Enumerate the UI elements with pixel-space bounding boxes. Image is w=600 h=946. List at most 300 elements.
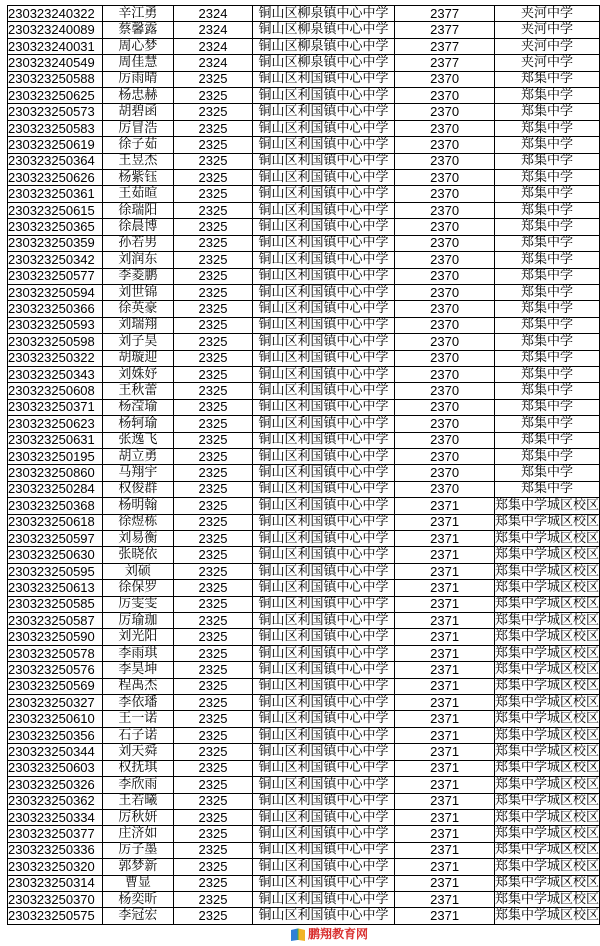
admission-code-cell: 2377 bbox=[395, 55, 495, 71]
admission-code-cell: 2370 bbox=[395, 383, 495, 399]
school-code-cell: 2325 bbox=[174, 202, 253, 218]
admitted-school-cell: 郑集中学 bbox=[494, 399, 599, 415]
school-code-cell: 2325 bbox=[174, 727, 253, 743]
student-name-cell: 孙若男 bbox=[102, 235, 174, 251]
admitted-school-cell: 郑集中学 bbox=[494, 350, 599, 366]
admission-code-cell: 2371 bbox=[395, 629, 495, 645]
exam-id-cell: 230323250573 bbox=[8, 104, 103, 120]
exam-id-cell: 230323250626 bbox=[8, 170, 103, 186]
school-code-cell: 2325 bbox=[174, 826, 253, 842]
school-code-cell: 2325 bbox=[174, 711, 253, 727]
student-name-cell: 张逸飞 bbox=[102, 432, 174, 448]
admitted-school-cell: 郑集中学 bbox=[494, 186, 599, 202]
school-code-cell: 2325 bbox=[174, 219, 253, 235]
admitted-school-cell: 郑集中学城区校区 bbox=[494, 579, 599, 595]
exam-id-cell: 230323250595 bbox=[8, 563, 103, 579]
school-code-cell: 2325 bbox=[174, 153, 253, 169]
student-name-cell: 权俊群 bbox=[102, 481, 174, 497]
admission-code-cell: 2370 bbox=[395, 481, 495, 497]
student-name-cell: 李欣雨 bbox=[102, 777, 174, 793]
school-name-cell: 铜山区利国镇中心中学 bbox=[252, 416, 394, 432]
school-code-cell: 2325 bbox=[174, 547, 253, 563]
exam-id-cell: 230323250334 bbox=[8, 809, 103, 825]
student-name-cell: 徐英豪 bbox=[102, 301, 174, 317]
school-name-cell: 铜山区柳泉镇中心中学 bbox=[252, 55, 394, 71]
student-name-cell: 杨轲瑜 bbox=[102, 416, 174, 432]
admission-code-cell: 2370 bbox=[395, 334, 495, 350]
table-row bbox=[8, 760, 600, 776]
school-name-cell: 铜山区利国镇中心中学 bbox=[252, 629, 394, 645]
admitted-school-cell: 郑集中学 bbox=[494, 219, 599, 235]
student-name-cell: 李菱鹏 bbox=[102, 268, 174, 284]
school-code-cell: 2325 bbox=[174, 531, 253, 547]
admitted-school-cell: 郑集中学城区校区 bbox=[494, 809, 599, 825]
table-row bbox=[8, 580, 600, 596]
table-row bbox=[8, 137, 600, 153]
table-row bbox=[8, 6, 600, 22]
table-row bbox=[8, 465, 600, 481]
table-row bbox=[8, 284, 600, 300]
table-row bbox=[8, 908, 600, 924]
admission-code-cell: 2371 bbox=[395, 826, 495, 842]
school-name-cell: 铜山区利国镇中心中学 bbox=[252, 284, 394, 300]
school-name-cell: 铜山区利国镇中心中学 bbox=[252, 875, 394, 891]
admission-code-cell: 2371 bbox=[395, 498, 495, 514]
school-code-cell: 2325 bbox=[174, 760, 253, 776]
admitted-school-cell: 郑集中学城区校区 bbox=[494, 629, 599, 645]
student-name-cell: 李雨琪 bbox=[102, 645, 174, 661]
table-row bbox=[8, 744, 600, 760]
admitted-school-cell: 郑集中学 bbox=[494, 120, 599, 136]
school-code-cell: 2325 bbox=[174, 629, 253, 645]
table-row bbox=[8, 219, 600, 235]
table-row bbox=[8, 514, 600, 530]
school-name-cell: 铜山区利国镇中心中学 bbox=[252, 711, 394, 727]
table-row bbox=[8, 613, 600, 629]
student-name-cell: 王一诺 bbox=[102, 711, 174, 727]
exam-id-cell: 230323250336 bbox=[8, 842, 103, 858]
table-row bbox=[8, 202, 600, 218]
admitted-school-cell: 郑集中学 bbox=[494, 137, 599, 153]
admission-code-cell: 2371 bbox=[395, 809, 495, 825]
admitted-school-cell: 郑集中学 bbox=[494, 465, 599, 481]
school-name-cell: 铜山区利国镇中心中学 bbox=[252, 334, 394, 350]
exam-id-cell: 230323250575 bbox=[8, 908, 103, 924]
student-name-cell: 厉瑜珈 bbox=[102, 613, 174, 629]
admission-code-cell: 2371 bbox=[395, 596, 495, 612]
table-row bbox=[8, 383, 600, 399]
school-code-cell: 2325 bbox=[174, 793, 253, 809]
school-code-cell: 2325 bbox=[174, 891, 253, 907]
exam-id-cell: 230323250327 bbox=[8, 695, 103, 711]
school-name-cell: 铜山区利国镇中心中学 bbox=[252, 268, 394, 284]
table-row bbox=[8, 153, 600, 169]
school-code-cell: 2325 bbox=[174, 366, 253, 382]
table-row bbox=[8, 629, 600, 645]
exam-id-cell: 230323250365 bbox=[8, 219, 103, 235]
student-name-cell: 刘硕 bbox=[102, 563, 174, 579]
admitted-school-cell: 郑集中学城区校区 bbox=[494, 645, 599, 661]
school-code-cell: 2325 bbox=[174, 120, 253, 136]
exam-id-cell: 230323240322 bbox=[8, 6, 103, 22]
admission-code-cell: 2371 bbox=[395, 645, 495, 661]
school-name-cell: 铜山区利国镇中心中学 bbox=[252, 498, 394, 514]
student-name-cell: 刘光阳 bbox=[102, 629, 174, 645]
admission-code-cell: 2370 bbox=[395, 284, 495, 300]
student-name-cell: 厉雯雯 bbox=[102, 596, 174, 612]
admission-code-cell: 2371 bbox=[395, 711, 495, 727]
admission-code-cell: 2370 bbox=[395, 170, 495, 186]
student-name-cell: 杨紫钰 bbox=[102, 170, 174, 186]
admitted-school-cell: 郑集中学城区校区 bbox=[494, 908, 599, 924]
exam-id-cell: 230323250343 bbox=[8, 366, 103, 382]
admission-code-cell: 2370 bbox=[395, 137, 495, 153]
admission-code-cell: 2371 bbox=[395, 777, 495, 793]
school-name-cell: 铜山区利国镇中心中学 bbox=[252, 563, 394, 579]
admitted-school-cell: 夹河中学 bbox=[494, 22, 599, 38]
admission-code-cell: 2371 bbox=[395, 727, 495, 743]
admitted-school-cell: 郑集中学城区校区 bbox=[494, 711, 599, 727]
exam-id-cell: 230323250618 bbox=[8, 514, 103, 530]
school-name-cell: 铜山区利国镇中心中学 bbox=[252, 252, 394, 268]
school-name-cell: 铜山区利国镇中心中学 bbox=[252, 531, 394, 547]
admitted-school-cell: 郑集中学城区校区 bbox=[494, 530, 599, 546]
school-name-cell: 铜山区利国镇中心中学 bbox=[252, 88, 394, 104]
table-row bbox=[8, 678, 600, 694]
exam-id-cell: 230323250366 bbox=[8, 301, 103, 317]
admission-code-cell: 2370 bbox=[395, 252, 495, 268]
admitted-school-cell: 郑集中学 bbox=[494, 170, 599, 186]
student-name-cell: 厉冒浩 bbox=[102, 120, 174, 136]
admission-table bbox=[7, 5, 600, 925]
exam-id-cell: 230323250610 bbox=[8, 711, 103, 727]
school-code-cell: 2325 bbox=[174, 908, 253, 924]
school-code-cell: 2325 bbox=[174, 104, 253, 120]
school-name-cell: 铜山区利国镇中心中学 bbox=[252, 301, 394, 317]
exam-id-cell: 230323250314 bbox=[8, 875, 103, 891]
admission-code-cell: 2370 bbox=[395, 350, 495, 366]
student-name-cell: 张晓依 bbox=[102, 547, 174, 563]
student-name-cell: 刘姝妤 bbox=[102, 366, 174, 382]
exam-id-cell: 230323250860 bbox=[8, 465, 103, 481]
admission-code-cell: 2370 bbox=[395, 120, 495, 136]
exam-id-cell: 230323250320 bbox=[8, 859, 103, 875]
school-name-cell: 铜山区利国镇中心中学 bbox=[252, 777, 394, 793]
table-row bbox=[8, 268, 600, 284]
table-row bbox=[8, 711, 600, 727]
student-name-cell: 权抚琪 bbox=[102, 760, 174, 776]
school-code-cell: 2325 bbox=[174, 350, 253, 366]
student-name-cell: 蔡馨露 bbox=[102, 22, 174, 38]
admission-code-cell: 2371 bbox=[395, 678, 495, 694]
school-name-cell: 铜山区柳泉镇中心中学 bbox=[252, 6, 394, 22]
table-row bbox=[8, 317, 600, 333]
school-code-cell: 2325 bbox=[174, 645, 253, 661]
admitted-school-cell: 郑集中学城区校区 bbox=[494, 694, 599, 710]
exam-id-cell: 230323250322 bbox=[8, 350, 103, 366]
student-name-cell: 庄济如 bbox=[102, 826, 174, 842]
table-row bbox=[8, 301, 600, 317]
school-code-cell: 2325 bbox=[174, 416, 253, 432]
school-name-cell: 铜山区柳泉镇中心中学 bbox=[252, 22, 394, 38]
school-code-cell: 2325 bbox=[174, 744, 253, 760]
admitted-school-cell: 郑集中学 bbox=[494, 448, 599, 464]
admission-code-cell: 2370 bbox=[395, 71, 495, 87]
exam-id-cell: 230323250630 bbox=[8, 547, 103, 563]
student-name-cell: 辛江勇 bbox=[102, 6, 174, 22]
admission-code-cell: 2370 bbox=[395, 465, 495, 481]
school-name-cell: 铜山区利国镇中心中学 bbox=[252, 678, 394, 694]
school-code-cell: 2325 bbox=[174, 777, 253, 793]
exam-id-cell: 230323250590 bbox=[8, 629, 103, 645]
table-row bbox=[8, 695, 600, 711]
school-code-cell: 2325 bbox=[174, 383, 253, 399]
school-code-cell: 2325 bbox=[174, 465, 253, 481]
exam-id-cell: 230323250588 bbox=[8, 71, 103, 87]
exam-id-cell: 230323250613 bbox=[8, 580, 103, 596]
school-code-cell: 2325 bbox=[174, 432, 253, 448]
admission-code-cell: 2370 bbox=[395, 317, 495, 333]
table-row bbox=[8, 481, 600, 497]
table-row bbox=[8, 826, 600, 842]
admission-code-cell: 2371 bbox=[395, 891, 495, 907]
exam-id-cell: 230323250359 bbox=[8, 235, 103, 251]
school-code-cell: 2325 bbox=[174, 448, 253, 464]
admission-table-body bbox=[8, 6, 600, 925]
student-name-cell: 胡碧函 bbox=[102, 104, 174, 120]
school-name-cell: 铜山区利国镇中心中学 bbox=[252, 71, 394, 87]
table-row bbox=[8, 71, 600, 87]
admission-code-cell: 2371 bbox=[395, 908, 495, 924]
student-name-cell: 郭梦新 bbox=[102, 859, 174, 875]
school-name-cell: 铜山区利国镇中心中学 bbox=[252, 645, 394, 661]
exam-id-cell: 230323240031 bbox=[8, 38, 103, 54]
admitted-school-cell: 郑集中学城区校区 bbox=[494, 596, 599, 612]
exam-id-cell: 230323250585 bbox=[8, 596, 103, 612]
admission-code-cell: 2371 bbox=[395, 859, 495, 875]
school-name-cell: 铜山区利国镇中心中学 bbox=[252, 399, 394, 415]
school-name-cell: 铜山区利国镇中心中学 bbox=[252, 580, 394, 596]
student-name-cell: 杨奕昕 bbox=[102, 891, 174, 907]
exam-id-cell: 230323250364 bbox=[8, 153, 103, 169]
admitted-school-cell: 郑集中学 bbox=[494, 235, 599, 251]
exam-id-cell: 230323250615 bbox=[8, 202, 103, 218]
school-code-cell: 2325 bbox=[174, 875, 253, 891]
admitted-school-cell: 郑集中学城区校区 bbox=[494, 547, 599, 563]
exam-id-cell: 230323250577 bbox=[8, 268, 103, 284]
school-name-cell: 铜山区利国镇中心中学 bbox=[252, 383, 394, 399]
school-code-cell: 2325 bbox=[174, 842, 253, 858]
school-name-cell: 铜山区利国镇中心中学 bbox=[252, 202, 394, 218]
table-row bbox=[8, 448, 600, 464]
admission-code-cell: 2371 bbox=[395, 760, 495, 776]
student-name-cell: 马翔宇 bbox=[102, 465, 174, 481]
admitted-school-cell: 郑集中学 bbox=[494, 268, 599, 284]
school-name-cell: 铜山区利国镇中心中学 bbox=[252, 350, 394, 366]
school-code-cell: 2325 bbox=[174, 596, 253, 612]
student-name-cell: 杨滢瑜 bbox=[102, 399, 174, 415]
table-row bbox=[8, 416, 600, 432]
student-name-cell: 刘世锦 bbox=[102, 284, 174, 300]
table-row bbox=[8, 235, 600, 251]
admission-code-cell: 2370 bbox=[395, 448, 495, 464]
student-name-cell: 周佳慧 bbox=[102, 55, 174, 71]
admission-code-cell: 2371 bbox=[395, 875, 495, 891]
admitted-school-cell: 郑集中学城区校区 bbox=[494, 891, 599, 907]
table-row bbox=[8, 38, 600, 54]
site-watermark bbox=[288, 925, 370, 942]
school-code-cell: 2325 bbox=[174, 137, 253, 153]
school-code-cell: 2325 bbox=[174, 695, 253, 711]
school-name-cell: 铜山区利国镇中心中学 bbox=[252, 317, 394, 333]
admitted-school-cell: 郑集中学城区校区 bbox=[494, 678, 599, 694]
exam-id-cell: 230323250368 bbox=[8, 498, 103, 514]
admitted-school-cell: 夹河中学 bbox=[494, 55, 599, 71]
exam-id-cell: 230323250342 bbox=[8, 252, 103, 268]
table-row bbox=[8, 170, 600, 186]
admitted-school-cell: 郑集中学城区校区 bbox=[494, 563, 599, 579]
school-name-cell: 铜山区利国镇中心中学 bbox=[252, 366, 394, 382]
admitted-school-cell: 郑集中学城区校区 bbox=[494, 760, 599, 776]
table-row bbox=[8, 793, 600, 809]
admission-code-cell: 2370 bbox=[395, 432, 495, 448]
school-code-cell: 2324 bbox=[174, 6, 253, 22]
school-name-cell: 铜山区利国镇中心中学 bbox=[252, 120, 394, 136]
admitted-school-cell: 郑集中学 bbox=[494, 432, 599, 448]
table-row bbox=[8, 727, 600, 743]
table-row bbox=[8, 186, 600, 202]
exam-id-cell: 230323250625 bbox=[8, 88, 103, 104]
admitted-school-cell: 郑集中学 bbox=[494, 153, 599, 169]
table-row bbox=[8, 842, 600, 858]
school-name-cell: 铜山区利国镇中心中学 bbox=[252, 891, 394, 907]
school-name-cell: 铜山区利国镇中心中学 bbox=[252, 481, 394, 497]
admitted-school-cell: 郑集中学城区校区 bbox=[494, 612, 599, 628]
school-name-cell: 铜山区利国镇中心中学 bbox=[252, 137, 394, 153]
school-name-cell: 铜山区利国镇中心中学 bbox=[252, 432, 394, 448]
school-code-cell: 2325 bbox=[174, 662, 253, 678]
student-name-cell: 胡立勇 bbox=[102, 448, 174, 464]
student-name-cell: 石子诺 bbox=[102, 727, 174, 743]
admission-code-cell: 2370 bbox=[395, 301, 495, 317]
school-code-cell: 2325 bbox=[174, 580, 253, 596]
admitted-school-cell: 郑集中学 bbox=[494, 71, 599, 87]
student-name-cell: 徐晨博 bbox=[102, 219, 174, 235]
student-name-cell: 刘易衡 bbox=[102, 531, 174, 547]
student-name-cell: 王若曦 bbox=[102, 793, 174, 809]
student-name-cell: 李依璠 bbox=[102, 695, 174, 711]
school-name-cell: 铜山区利国镇中心中学 bbox=[252, 662, 394, 678]
admission-code-cell: 2371 bbox=[395, 563, 495, 579]
admission-code-cell: 2370 bbox=[395, 202, 495, 218]
admitted-school-cell: 郑集中学 bbox=[494, 334, 599, 350]
school-name-cell: 铜山区利国镇中心中学 bbox=[252, 695, 394, 711]
student-name-cell: 刘子昊 bbox=[102, 334, 174, 350]
admission-code-cell: 2371 bbox=[395, 662, 495, 678]
exam-id-cell: 230323250583 bbox=[8, 120, 103, 136]
exam-id-cell: 230323240089 bbox=[8, 22, 103, 38]
admitted-school-cell: 郑集中学城区校区 bbox=[494, 875, 599, 891]
table-row bbox=[8, 891, 600, 907]
table-row bbox=[8, 596, 600, 612]
admitted-school-cell: 郑集中学 bbox=[494, 366, 599, 382]
student-name-cell: 曹显 bbox=[102, 875, 174, 891]
admission-code-cell: 2371 bbox=[395, 793, 495, 809]
exam-id-cell: 230323250608 bbox=[8, 383, 103, 399]
admission-code-cell: 2370 bbox=[395, 153, 495, 169]
admission-code-cell: 2370 bbox=[395, 268, 495, 284]
exam-id-cell: 230323250594 bbox=[8, 284, 103, 300]
school-name-cell: 铜山区利国镇中心中学 bbox=[252, 104, 394, 120]
table-row bbox=[8, 432, 600, 448]
school-code-cell: 2324 bbox=[174, 38, 253, 54]
admission-code-cell: 2371 bbox=[395, 613, 495, 629]
book-logo-icon bbox=[290, 926, 306, 942]
school-name-cell: 铜山区利国镇中心中学 bbox=[252, 908, 394, 924]
admitted-school-cell: 郑集中学 bbox=[494, 252, 599, 268]
school-code-cell: 2325 bbox=[174, 268, 253, 284]
school-code-cell: 2324 bbox=[174, 22, 253, 38]
table-row bbox=[8, 547, 600, 563]
exam-id-cell: 230323250631 bbox=[8, 432, 103, 448]
table-row bbox=[8, 350, 600, 366]
admitted-school-cell: 夹河中学 bbox=[494, 6, 599, 22]
admission-code-cell: 2370 bbox=[395, 88, 495, 104]
school-code-cell: 2325 bbox=[174, 186, 253, 202]
admitted-school-cell: 郑集中学 bbox=[494, 284, 599, 300]
school-name-cell: 铜山区利国镇中心中学 bbox=[252, 793, 394, 809]
admission-code-cell: 2371 bbox=[395, 580, 495, 596]
school-code-cell: 2325 bbox=[174, 317, 253, 333]
exam-id-cell: 230323250362 bbox=[8, 793, 103, 809]
exam-id-cell: 230323250377 bbox=[8, 826, 103, 842]
table-row bbox=[8, 399, 600, 415]
school-code-cell: 2325 bbox=[174, 170, 253, 186]
admission-code-cell: 2370 bbox=[395, 366, 495, 382]
school-name-cell: 铜山区利国镇中心中学 bbox=[252, 186, 394, 202]
admission-code-cell: 2370 bbox=[395, 399, 495, 415]
student-name-cell: 王茹暄 bbox=[102, 186, 174, 202]
table-row bbox=[8, 777, 600, 793]
table-row bbox=[8, 662, 600, 678]
exam-id-cell: 230323250356 bbox=[8, 727, 103, 743]
student-name-cell: 徐煜栋 bbox=[102, 514, 174, 530]
student-name-cell: 李昊坤 bbox=[102, 662, 174, 678]
school-name-cell: 铜山区利国镇中心中学 bbox=[252, 235, 394, 251]
admission-code-cell: 2371 bbox=[395, 547, 495, 563]
admission-code-cell: 2370 bbox=[395, 186, 495, 202]
student-name-cell: 李冠宏 bbox=[102, 908, 174, 924]
school-code-cell: 2325 bbox=[174, 399, 253, 415]
school-code-cell: 2325 bbox=[174, 498, 253, 514]
exam-id-cell: 230323250370 bbox=[8, 891, 103, 907]
table-row bbox=[8, 22, 600, 38]
admission-code-cell: 2370 bbox=[395, 416, 495, 432]
exam-id-cell: 230323250361 bbox=[8, 186, 103, 202]
admitted-school-cell: 郑集中学 bbox=[494, 481, 599, 497]
admitted-school-cell: 郑集中学 bbox=[494, 88, 599, 104]
admission-code-cell: 2371 bbox=[395, 842, 495, 858]
school-name-cell: 铜山区利国镇中心中学 bbox=[252, 596, 394, 612]
exam-id-cell: 230323250371 bbox=[8, 399, 103, 415]
table-row bbox=[8, 498, 600, 514]
admitted-school-cell: 郑集中学城区校区 bbox=[494, 661, 599, 677]
student-name-cell: 徐子茹 bbox=[102, 137, 174, 153]
school-name-cell: 铜山区利国镇中心中学 bbox=[252, 842, 394, 858]
exam-id-cell: 230323250569 bbox=[8, 678, 103, 694]
school-code-cell: 2325 bbox=[174, 235, 253, 251]
admitted-school-cell: 郑集中学 bbox=[494, 202, 599, 218]
